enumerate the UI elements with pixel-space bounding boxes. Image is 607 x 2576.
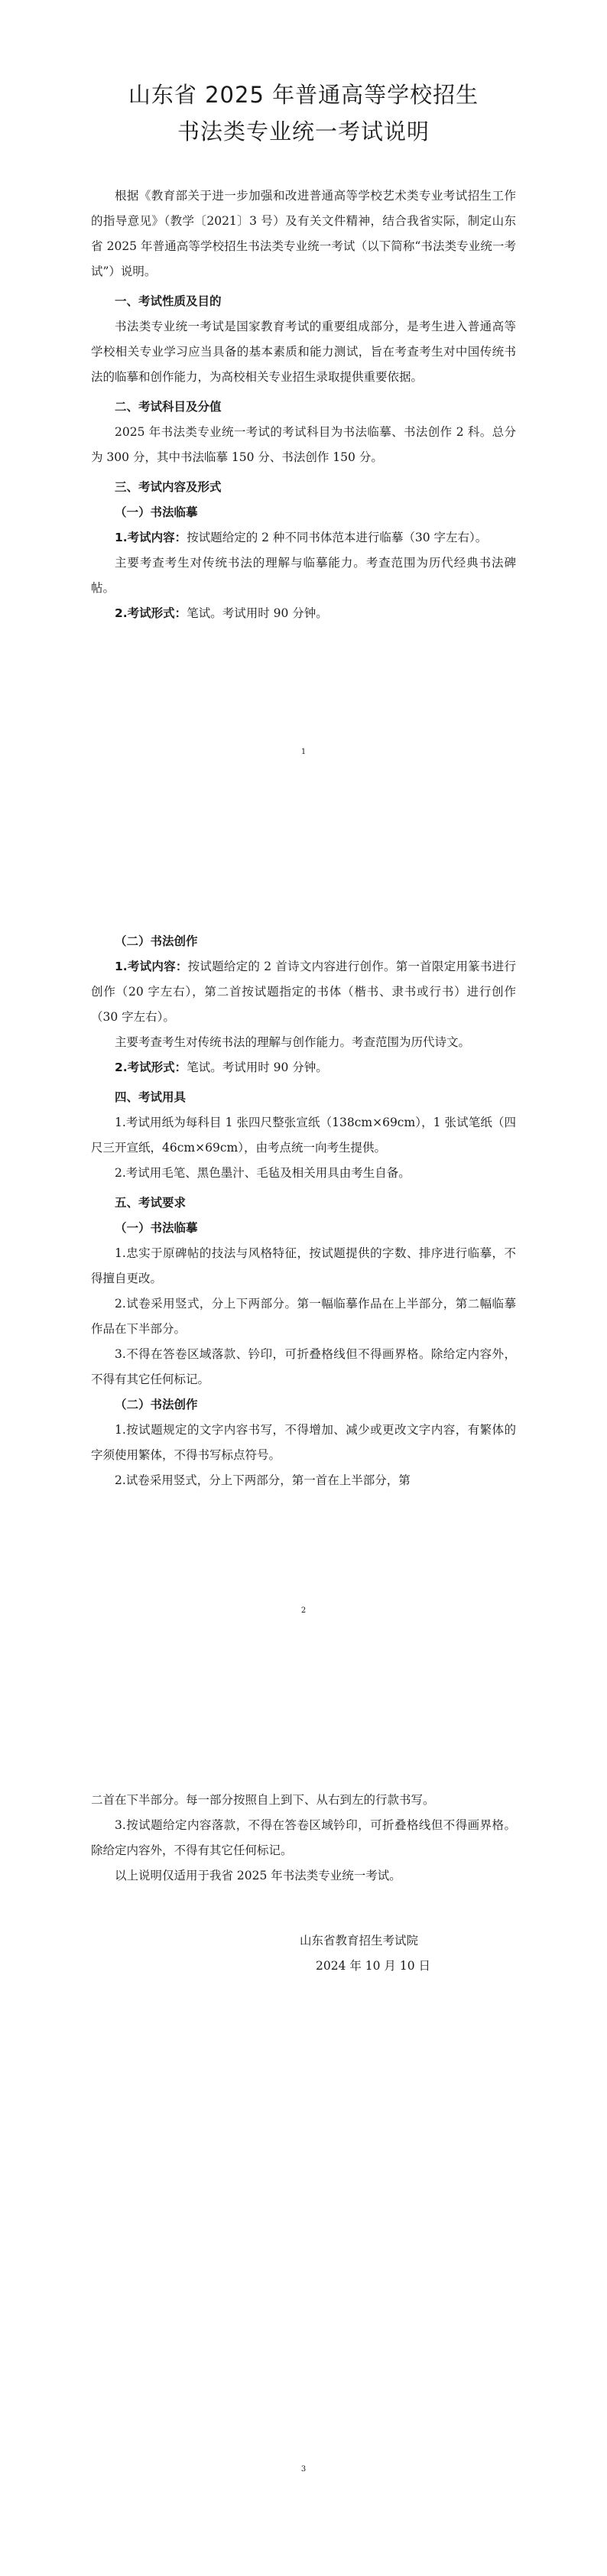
page-number-2: 2	[300, 1606, 307, 1615]
section-3b-content-text: 按试题给定的 2 首诗文内容进行创作。第一首限定用篆书进行创作（20 字左右），第二首按试题指定的书体（楷书、隶书或行书）进行创作（30 字左右）。	[91, 960, 516, 1024]
section-1-heading: 一、考试性质及目的	[115, 294, 222, 308]
page-1	[0, 0, 607, 859]
signature-date: 2024 年 10 月 10 日	[315, 1959, 430, 1973]
section-5b-item-2-start: 2.试卷采用竖式，分上下两部分，第一首在上半部分，第	[115, 1473, 411, 1487]
document-title	[91, 76, 516, 150]
section-3a-form-text: 笔试。考试用时 90 分钟。	[187, 606, 328, 620]
section-5a-item-3: 3.不得在答卷区域落款、钤印，可折叠格线但不得画界格。除给定内容外，不得有其它任何标记。	[91, 1347, 516, 1386]
section-5a-item-1: 1.忠实于原碑帖的技法与风格特征，按试题提供的字数、排序进行临摹，不得擅自更改。	[91, 1246, 516, 1285]
section-3b-content-label: 1.考试内容：	[115, 960, 188, 973]
section-3b-heading: （二）书法创作	[115, 934, 198, 948]
section-5b-item-3: 3.按试题给定内容落款，不得在答卷区域钤印，可折叠格线但不得画界格。除给定内容外，不得有其它任何标记。	[91, 1818, 516, 1857]
section-3a-form-label: 2.考试形式：	[115, 606, 187, 620]
section-5a-heading: （一）书法临摹	[115, 1221, 198, 1235]
section-1-paragraph: 书法类专业统一考试是国家教育考试的重要组成部分，是考生进入普通高等学校相关专业学习应当具备的基本素质和能力测试，旨在考查考生对中国传统书法的临摹和创作能力，为高校相关专业招生录取提供重要依据。	[91, 320, 516, 384]
section-3a-scope: 主要考查考生对传统书法的理解与临摹能力。考查范围为历代经典书法碑帖。	[91, 556, 516, 595]
section-3b-form-label: 2.考试形式：	[115, 1061, 187, 1074]
page-number-1: 1	[300, 748, 307, 756]
section-3b-scope: 主要考查考生对传统书法的理解与创作能力。考查范围为历代诗文。	[115, 1035, 471, 1049]
section-4-item-2: 2.考试用毛笔、黑色墨汁、毛毡及相关用具由考生自备。	[115, 1166, 411, 1180]
page-2-content	[91, 929, 516, 1493]
section-5b-heading: （二）书法创作	[115, 1398, 198, 1411]
section-3-heading: 三、考试内容及形式	[115, 480, 222, 494]
section-3a-content-text: 按试题给定的 2 种不同书体范本进行临摹（30 字左右）。	[187, 531, 488, 544]
section-4-item-1: 1.考试用纸为每科目 1 张四尺整张宣纸（138cm×69cm），1 张试笔纸（四尺三开宣纸，46cm×69cm），由考点统一向考生提供。	[91, 1116, 516, 1155]
page-3	[0, 1717, 607, 2576]
section-5b-item-2-end: 二首在下半部分。每一部分按照自上到下、从右到左的行款书写。	[91, 1793, 435, 1807]
section-3a-content-label: 1.考试内容：	[115, 531, 187, 544]
section-3a-content	[91, 525, 516, 551]
closing-statement: 以上说明仅适用于我省 2025 年书法类专业统一考试。	[115, 1869, 401, 1882]
title-line-1: 山东省 2025 年普通高等学校招生	[128, 82, 479, 108]
section-3b-content	[91, 954, 516, 1030]
section-3a-form	[91, 601, 516, 626]
page-3-content	[91, 1788, 516, 1979]
section-5a-item-2: 2.试卷采用竖式，分上下两部分。第一幅临摹作品在上半部分，第二幅临摹作品在下半部分。	[91, 1297, 516, 1336]
signature-organization: 山东省教育招生考试院	[299, 1934, 418, 1947]
section-3a-heading: （一）书法临摹	[115, 505, 198, 519]
section-2-heading: 二、考试科目及分值	[115, 400, 222, 414]
page-1-content	[91, 76, 516, 626]
intro-paragraph: 根据《教育部关于进一步加强和改进普通高等学校艺术类专业考试招生工作的指导意见》（教学〔2021〕3 号）及有关文件精神，结合我省实际，制定山东省 2025 年普通高等学校招生书法类专业统一考试（以下简称“书法类专业统一考试”）说明。	[91, 189, 516, 278]
title-line-2: 书法类专业统一考试说明	[177, 119, 430, 145]
section-3b-form-text: 笔试。考试用时 90 分钟。	[187, 1061, 328, 1074]
page-2	[0, 859, 607, 1717]
section-5-heading: 五、考试要求	[115, 1196, 187, 1210]
page-number-3: 3	[300, 2465, 307, 2474]
section-5b-item-1: 1.按试题规定的文字内容书写，不得增加、减少或更改文字内容，有繁体的字须使用繁体，不得书写标点符号。	[91, 1423, 516, 1462]
section-4-heading: 四、考试用具	[115, 1090, 187, 1104]
section-2-paragraph: 2025 年书法类专业统一考试的考试科目为书法临摹、书法创作 2 科。总分为 300 分，其中书法临摹 150 分、书法创作 150 分。	[91, 425, 516, 464]
section-3b-form	[91, 1055, 516, 1080]
